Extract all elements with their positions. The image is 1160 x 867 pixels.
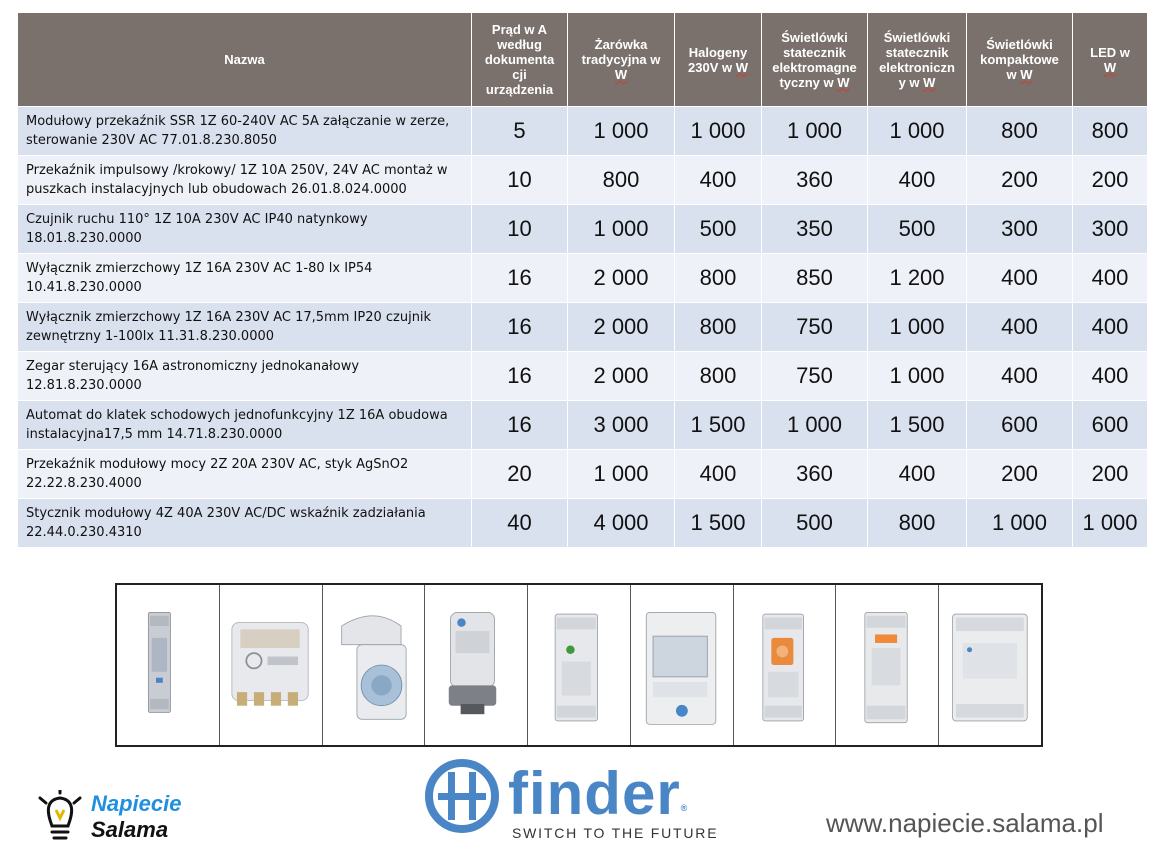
load-table [17,12,1148,548]
cell-name: Zegar sterujący 16A astronomiczny jednokanałowy 12.81.8.230.0000 [18,352,472,401]
cell-compact: 1 000 [967,499,1073,548]
header-fluoro-electronic: Świetlówki statecznik elektroniczny w W [868,13,967,107]
cell-led: 300 [1073,205,1148,254]
cell-fluoro-electromagnetic: 350 [762,205,868,254]
cell-compact: 300 [967,205,1073,254]
cell-fluoro-electronic: 400 [868,156,967,205]
header-led: LED w W [1073,13,1148,107]
cell-halogen: 1 500 [675,499,762,548]
header-current: Prąd w A według dokumentacji urządzenia [472,13,568,107]
napiecie-salama-wordmark [91,791,182,843]
table-row [18,205,1148,254]
cell-incandescent: 1 000 [568,450,675,499]
cell-led: 1 000 [1073,499,1148,548]
header-name: Nazwa [18,13,472,107]
cell-name: Przekaźnik impulsowy /krokowy/ 1Z 10A 250V, 24V AC montaż w puszkach instalacyjnych lub obudowach 26.01.8.024.0000 [18,156,472,205]
cell-incandescent: 2 000 [568,303,675,352]
cell-led: 400 [1073,254,1148,303]
header-compact: Świetlówki kompaktowe w W [967,13,1073,107]
twilight-switch-ip54-image [425,585,528,745]
table-row [18,450,1148,499]
twilight-switch-din-image [528,585,631,745]
cell-fluoro-electromagnetic: 750 [762,352,868,401]
cell-incandescent: 1 000 [568,205,675,254]
cell-fluoro-electromagnetic: 500 [762,499,868,548]
cell-led: 200 [1073,156,1148,205]
product-images-strip [115,583,1043,747]
cell-halogen: 1 500 [675,401,762,450]
lightbulb-icon [34,790,86,848]
cell-led: 200 [1073,450,1148,499]
cell-name: Czujnik ruchu 110° 1Z 10A 230V AC IP40 natynkowy 18.01.8.230.0000 [18,205,472,254]
motion-sensor-image [323,585,426,745]
cell-compact: 400 [967,303,1073,352]
cell-fluoro-electronic: 400 [868,450,967,499]
cell-led: 800 [1073,107,1148,156]
cell-halogen: 800 [675,303,762,352]
cell-current: 16 [472,401,568,450]
table-row [18,352,1148,401]
cell-led: 600 [1073,401,1148,450]
cell-fluoro-electronic: 500 [868,205,967,254]
table-header-row [18,13,1148,107]
cell-current: 5 [472,107,568,156]
cell-incandescent: 2 000 [568,254,675,303]
cell-fluoro-electronic: 1 000 [868,352,967,401]
cell-halogen: 800 [675,254,762,303]
header-halogen: Halogeny 230V w W [675,13,762,107]
cell-current: 16 [472,352,568,401]
cell-name: Wyłącznik zmierzchowy 1Z 16A 230V AC 17,5mm IP20 czujnik zewnętrzny 1-100lx 11.31.8.230.0000 [18,303,472,352]
cell-compact: 200 [967,156,1073,205]
ssr-relay-image [117,585,220,745]
cell-led: 400 [1073,352,1148,401]
power-relay-image [836,585,939,745]
cell-incandescent: 1 000 [568,107,675,156]
salama-text: Salama [91,817,169,842]
cell-fluoro-electronic: 800 [868,499,967,548]
table-row [18,254,1148,303]
cell-name: Wyłącznik zmierzchowy 1Z 16A 230V AC 1-80 lx IP54 10.41.8.230.0000 [18,254,472,303]
cell-current: 16 [472,303,568,352]
website-url: www.napiecie.salama.pl [826,808,1104,838]
header-fluoro-electromagnetic: Świetlówki statecznik elektromagnetyczny w W [762,13,868,107]
cell-name: Stycznik modułowy 4Z 40A 230V AC/DC wskaźnik zadziałania 22.44.0.230.4310 [18,499,472,548]
finder-tagline: SWITCH TO THE FUTURE [512,825,719,841]
table-row [18,303,1148,352]
cell-compact: 400 [967,352,1073,401]
cell-fluoro-electromagnetic: 360 [762,156,868,205]
cell-name: Modułowy przekaźnik SSR 1Z 60-240V AC 5A załączanie w zerze, sterowanie 230V AC 77.01.8.230.8050 [18,107,472,156]
table-body [18,107,1148,548]
cell-incandescent: 3 000 [568,401,675,450]
cell-incandescent: 2 000 [568,352,675,401]
table-row [18,499,1148,548]
finder-emblem-icon [424,758,500,834]
cell-halogen: 800 [675,352,762,401]
cell-compact: 200 [967,450,1073,499]
cell-current: 10 [472,205,568,254]
cell-halogen: 1 000 [675,107,762,156]
finder-wordmark: finder® [508,760,689,827]
cell-led: 400 [1073,303,1148,352]
cell-halogen: 400 [675,450,762,499]
cell-current: 20 [472,450,568,499]
table-row [18,401,1148,450]
cell-incandescent: 800 [568,156,675,205]
cell-fluoro-electromagnetic: 850 [762,254,868,303]
cell-fluoro-electromagnetic: 1 000 [762,107,868,156]
contactor-image [939,585,1041,745]
cell-fluoro-electromagnetic: 750 [762,303,868,352]
cell-compact: 800 [967,107,1073,156]
table-row [18,156,1148,205]
napiecie-text: Napiecie [91,791,182,816]
header-incandescent: Żarówka tradycyjna w W [568,13,675,107]
cell-fluoro-electronic: 1 000 [868,303,967,352]
cell-fluoro-electronic: 1 200 [868,254,967,303]
load-table-container [17,12,1147,548]
staircase-timer-image [734,585,837,745]
impulse-relay-image [220,585,323,745]
cell-compact: 400 [967,254,1073,303]
table-row [18,107,1148,156]
cell-current: 16 [472,254,568,303]
cell-incandescent: 4 000 [568,499,675,548]
cell-fluoro-electromagnetic: 1 000 [762,401,868,450]
cell-name: Automat do klatek schodowych jednofunkcyjny 1Z 16A obudowa instalacyjna17,5 mm 14.71.8.230.0000 [18,401,472,450]
cell-halogen: 500 [675,205,762,254]
astronomic-timer-image [631,585,734,745]
cell-fluoro-electronic: 1 000 [868,107,967,156]
cell-fluoro-electronic: 1 500 [868,401,967,450]
napiecie-salama-logo [34,790,194,850]
cell-fluoro-electromagnetic: 360 [762,450,868,499]
finder-logo [424,756,754,846]
cell-halogen: 400 [675,156,762,205]
cell-current: 40 [472,499,568,548]
cell-compact: 600 [967,401,1073,450]
cell-current: 10 [472,156,568,205]
cell-name: Przekaźnik modułowy mocy 2Z 20A 230V AC, styk AgSnO2 22.22.8.230.4000 [18,450,472,499]
